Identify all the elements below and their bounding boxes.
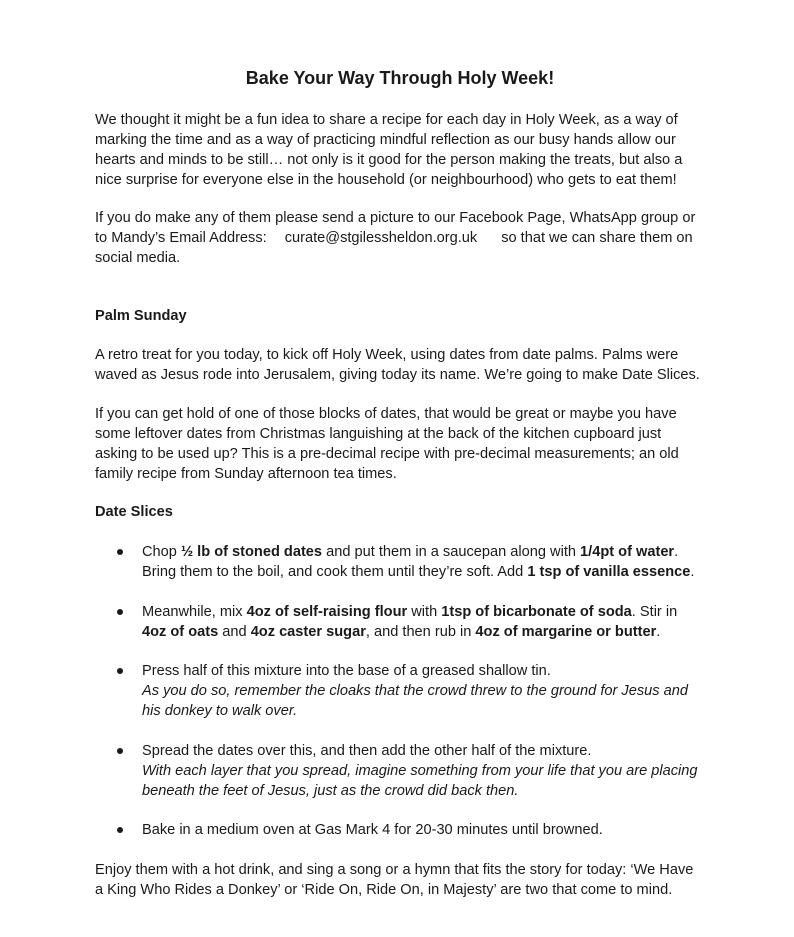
step-text: Meanwhile, mix	[142, 604, 247, 620]
step-text: Chop	[142, 544, 181, 560]
share-paragraph	[95, 208, 705, 268]
recipe-steps	[95, 661, 705, 721]
share-text-end: so that we can share them on social media.	[95, 230, 693, 266]
list-item	[95, 820, 705, 840]
dates-paragraph: If you can get hold of one of those blocks of dates, that would be great or maybe you have some leftover dates from Christmas languishing at the back of the kitchen cupboard just asking to be used up? This is a pre-decimal recipe with pre-decimal measurements; an old family recipe from Sunday afternoon tea times.	[95, 406, 679, 482]
step-text: Press half of this mixture into the base of a greased shallow tin.	[142, 663, 551, 679]
step-ingredient: 1/4pt of water	[580, 544, 675, 560]
recipe-steps	[95, 542, 705, 582]
step-ingredient: 4oz caster sugar	[250, 624, 366, 640]
email-address: curate@stgilessheldon.org.uk	[284, 230, 478, 246]
bullet-icon	[117, 609, 123, 615]
palm-sunday-heading: Palm Sunday	[95, 308, 187, 324]
recipe-steps	[95, 602, 705, 642]
recipe-steps	[95, 741, 705, 801]
share-text: If you do make any of them please send a picture to our Facebook Page, WhatsApp group or to Mandy’s Email Address:	[95, 210, 696, 246]
step-ingredient: 1tsp of bicarbonate of soda	[441, 604, 632, 620]
step-text: .	[656, 624, 661, 640]
list-item	[95, 741, 705, 801]
step-ingredient: 4oz of self-raising flour	[246, 604, 408, 620]
bullet-icon	[117, 668, 123, 674]
bullet-icon	[117, 827, 123, 833]
list-item	[95, 542, 705, 582]
intro-paragraph: We thought it might be a fun idea to share a recipe for each day in Holy Week, as a way of marking the time and as a way of practicing mindful reflection as our busy hands allow our hearts and minds to be still… not only is it good for the person making the treats, but also a nice surprise for everyone else in the household (or neighbourhood) who gets to eat them!	[95, 112, 683, 188]
bullet-icon	[117, 549, 123, 555]
step-text: Bake in a medium oven at Gas Mark 4 for 20-30 minutes until browned.	[142, 822, 603, 838]
bullet-icon	[117, 748, 123, 754]
step-text: with	[407, 604, 442, 620]
step-text: .	[690, 564, 695, 580]
step-text: . Bring them to the boil, and cook them until they’re soft. Add	[142, 544, 679, 580]
step-ingredient: 1 tsp of vanilla essence	[527, 564, 691, 580]
recipe-heading: Date Slices	[95, 504, 173, 520]
step-ingredient: 4oz of margarine or butter	[475, 624, 657, 640]
step-text: Spread the dates over this, and then add the other half of the mixture.	[142, 743, 592, 759]
list-item	[95, 602, 705, 642]
list-item	[95, 661, 705, 721]
step-text: , and then rub in	[365, 624, 476, 640]
recipe-steps	[95, 820, 705, 840]
step-ingredient: 4oz of oats	[142, 624, 219, 640]
step-text: and	[218, 624, 251, 640]
step-ingredient: ½ lb of stoned dates	[180, 544, 323, 560]
closing-paragraph: Enjoy them with a hot drink, and sing a song or a hymn that fits the story for today: ‘We Have a King Who Rides a Donkey’ or ‘Ride On, Ride On, in Majesty’ are two that come to mind.	[95, 862, 694, 898]
step-text: . Stir in	[631, 604, 678, 620]
reflection-note: As you do so, remember the cloaks that the crowd threw to the ground for Jesus and his donkey to walk over.	[142, 683, 688, 719]
step-text: and put them in a saucepan along with	[322, 544, 581, 560]
page-title: Bake Your Way Through Holy Week!	[245, 68, 555, 88]
reflection-note: With each layer that you spread, imagine something from your life that you are placing beneath the feet of Jesus, just as the crowd did back then.	[142, 763, 698, 799]
palm-sunday-intro: A retro treat for you today, to kick off Holy Week, using dates from date palms. Palms were waved as Jesus rode into Jerusalem, giving today its name. We’re going to make Date Slices.	[95, 347, 700, 383]
